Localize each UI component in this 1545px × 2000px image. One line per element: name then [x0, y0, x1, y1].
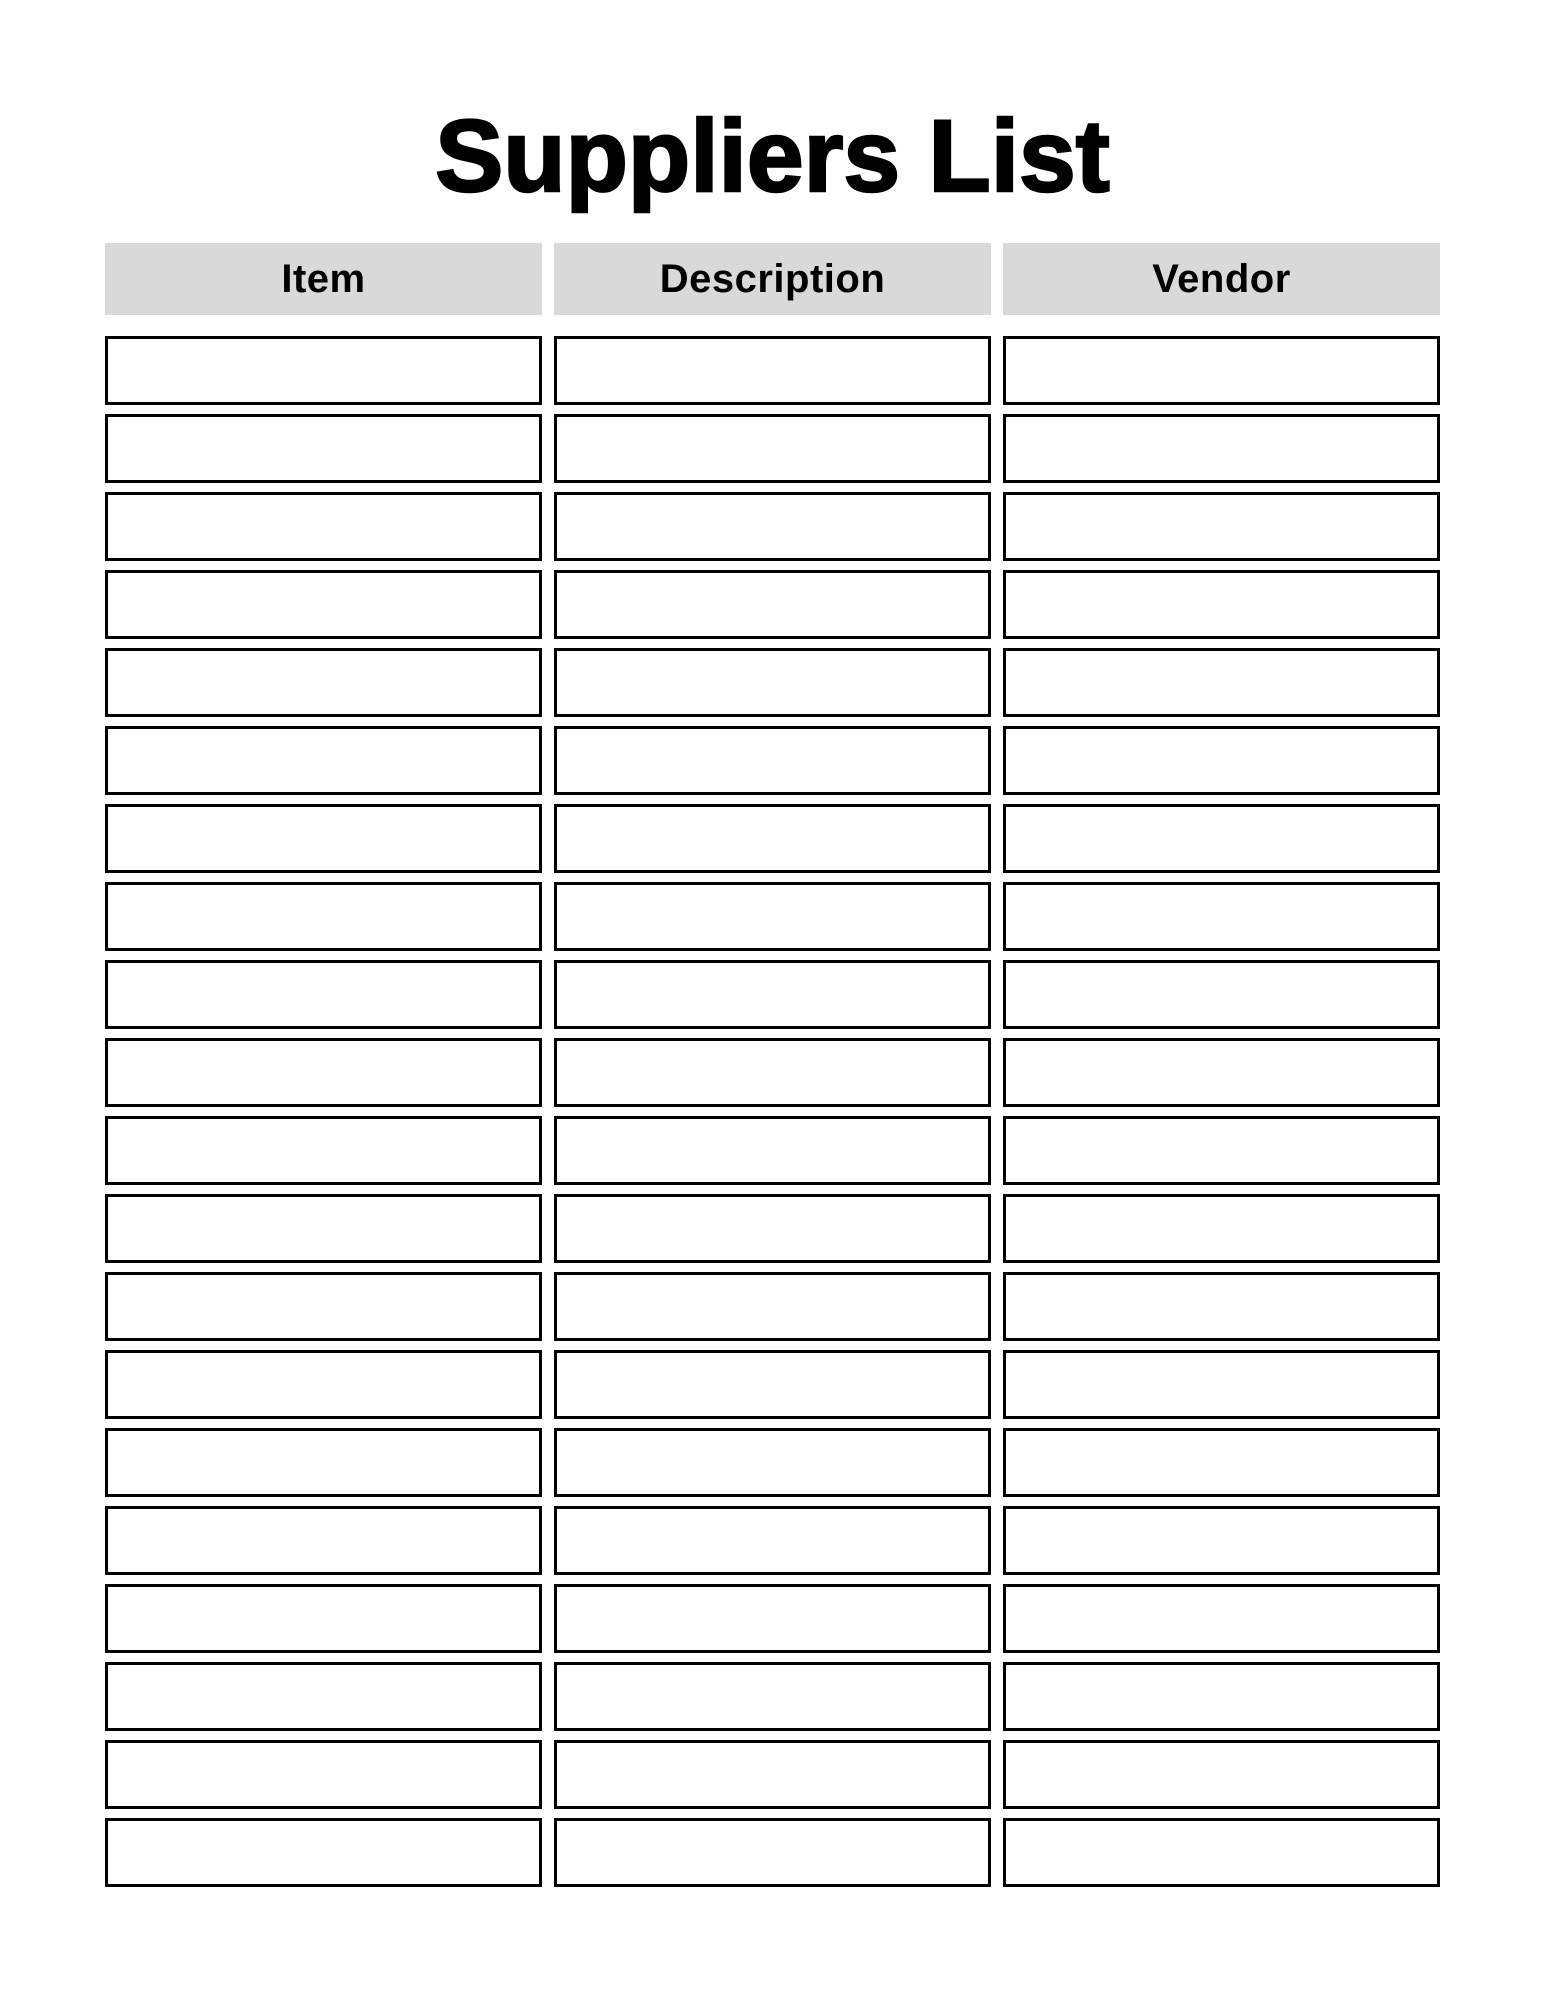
item-cell-input[interactable]: [105, 336, 542, 405]
vendor-cell-input[interactable]: [1003, 492, 1440, 561]
description-cell-input[interactable]: [554, 1506, 991, 1575]
item-cell-input[interactable]: [105, 1506, 542, 1575]
vendor-cell-input[interactable]: [1003, 726, 1440, 795]
vendor-cell-input[interactable]: [1003, 1428, 1440, 1497]
description-cell-input[interactable]: [554, 1350, 991, 1419]
item-cell-input[interactable]: [105, 1584, 542, 1653]
table-row: [105, 882, 1440, 951]
page-title: Suppliers List: [435, 99, 1110, 213]
table-row: [105, 1818, 1440, 1887]
vendor-cell-input[interactable]: [1003, 960, 1440, 1029]
description-cell-input[interactable]: [554, 414, 991, 483]
vendor-cell-input[interactable]: [1003, 882, 1440, 951]
table-row: [105, 648, 1440, 717]
description-cell-input[interactable]: [554, 648, 991, 717]
table-row: [105, 1428, 1440, 1497]
item-cell-input[interactable]: [105, 1038, 542, 1107]
vendor-cell-input[interactable]: [1003, 1350, 1440, 1419]
description-cell-input[interactable]: [554, 1272, 991, 1341]
table-row: [105, 1194, 1440, 1263]
table-row: [105, 1662, 1440, 1731]
description-cell-input[interactable]: [554, 726, 991, 795]
vendor-cell-input[interactable]: [1003, 804, 1440, 873]
item-cell-input[interactable]: [105, 1428, 542, 1497]
vendor-cell-input[interactable]: [1003, 1194, 1440, 1263]
vendor-cell-input[interactable]: [1003, 1116, 1440, 1185]
table-row: [105, 1116, 1440, 1185]
item-cell-input[interactable]: [105, 1740, 542, 1809]
column-header-vendor: Vendor: [1003, 243, 1440, 315]
column-header-description: Description: [554, 243, 991, 315]
table-row: [105, 492, 1440, 561]
item-cell-input[interactable]: [105, 726, 542, 795]
item-cell-input[interactable]: [105, 960, 542, 1029]
vendor-cell-input[interactable]: [1003, 1272, 1440, 1341]
vendor-cell-input[interactable]: [1003, 1584, 1440, 1653]
description-cell-input[interactable]: [554, 1740, 991, 1809]
table-row: [105, 960, 1440, 1029]
item-cell-input[interactable]: [105, 1116, 542, 1185]
description-cell-input[interactable]: [554, 1194, 991, 1263]
item-cell-input[interactable]: [105, 648, 542, 717]
vendor-cell-input[interactable]: [1003, 570, 1440, 639]
item-cell-input[interactable]: [105, 1194, 542, 1263]
table-row: [105, 1584, 1440, 1653]
description-cell-input[interactable]: [554, 1662, 991, 1731]
description-cell-input[interactable]: [554, 492, 991, 561]
description-cell-input[interactable]: [554, 1818, 991, 1887]
table-row: [105, 570, 1440, 639]
vendor-cell-input[interactable]: [1003, 1662, 1440, 1731]
suppliers-table: [105, 243, 1440, 1887]
table-row: [105, 414, 1440, 483]
description-cell-input[interactable]: [554, 1038, 991, 1107]
table-row: [105, 804, 1440, 873]
item-cell-input[interactable]: [105, 804, 542, 873]
column-header-item: Item: [105, 243, 542, 315]
item-cell-input[interactable]: [105, 414, 542, 483]
table-row: [105, 1272, 1440, 1341]
item-cell-input[interactable]: [105, 570, 542, 639]
description-cell-input[interactable]: [554, 570, 991, 639]
item-cell-input[interactable]: [105, 1662, 542, 1731]
vendor-cell-input[interactable]: [1003, 1818, 1440, 1887]
table-row: [105, 726, 1440, 795]
item-cell-input[interactable]: [105, 882, 542, 951]
table-header-row: [105, 243, 1440, 315]
item-cell-input[interactable]: [105, 1272, 542, 1341]
item-cell-input[interactable]: [105, 1350, 542, 1419]
description-cell-input[interactable]: [554, 882, 991, 951]
item-cell-input[interactable]: [105, 1818, 542, 1887]
vendor-cell-input[interactable]: [1003, 1038, 1440, 1107]
description-cell-input[interactable]: [554, 1428, 991, 1497]
table-row: [105, 1506, 1440, 1575]
vendor-cell-input[interactable]: [1003, 1740, 1440, 1809]
description-cell-input[interactable]: [554, 336, 991, 405]
item-cell-input[interactable]: [105, 492, 542, 561]
vendor-cell-input[interactable]: [1003, 648, 1440, 717]
table-row: [105, 1350, 1440, 1419]
vendor-cell-input[interactable]: [1003, 336, 1440, 405]
table-row: [105, 1740, 1440, 1809]
table-row: [105, 1038, 1440, 1107]
vendor-cell-input[interactable]: [1003, 414, 1440, 483]
table-row: [105, 336, 1440, 405]
description-cell-input[interactable]: [554, 1584, 991, 1653]
description-cell-input[interactable]: [554, 1116, 991, 1185]
description-cell-input[interactable]: [554, 960, 991, 1029]
vendor-cell-input[interactable]: [1003, 1506, 1440, 1575]
table-rows: [105, 336, 1440, 1887]
description-cell-input[interactable]: [554, 804, 991, 873]
